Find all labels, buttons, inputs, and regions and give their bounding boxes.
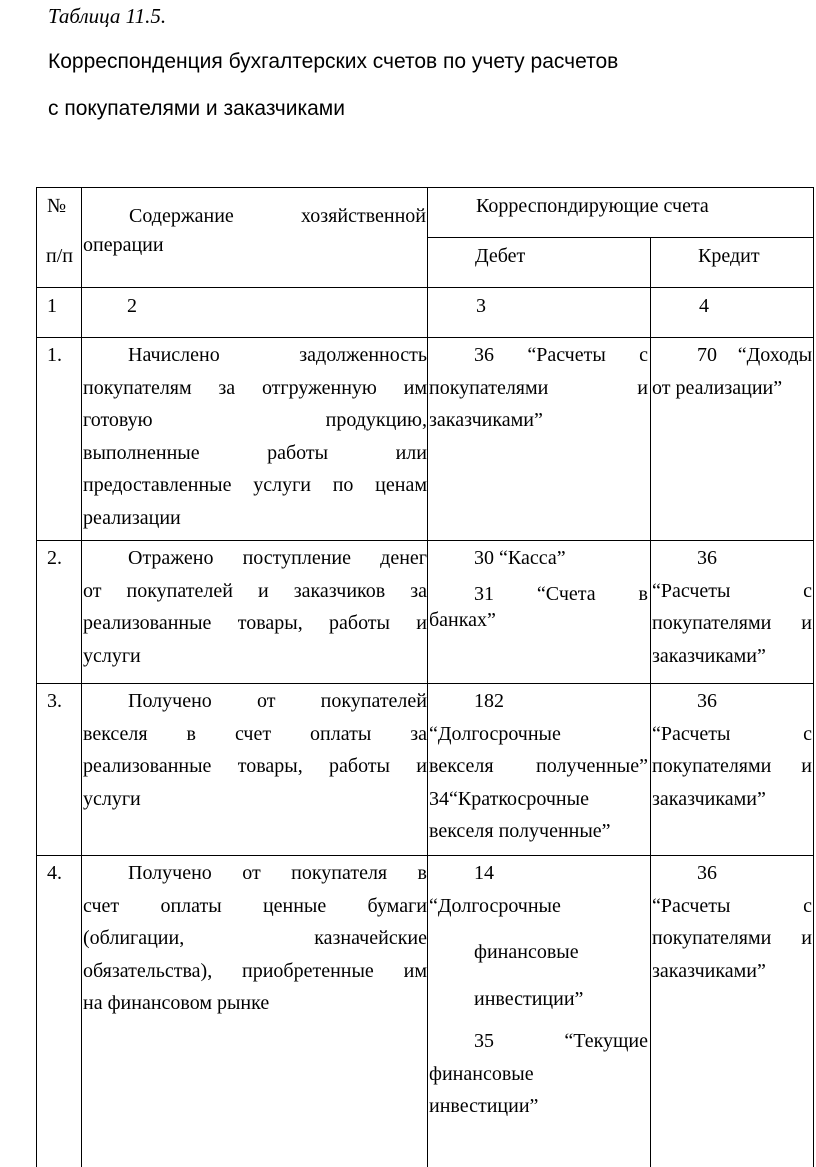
debit-account: 182 “Долгосрочные векселя полученные” 34“Краткосрочные векселя полученные” (429, 690, 648, 842)
table-heading-line-1: Корреспонденция бухгалтерских счетов по учету расчетов (48, 50, 619, 73)
operation-content: Получено от покупателей векселя в счет оплаты за реализованные товары, работы и услуги (83, 690, 427, 810)
header-number-sign: № (47, 195, 67, 217)
debit-account: 14 “Долгосрочные финансовые инвестиции” 35 “Текущие финансовые инвестиции” (429, 862, 648, 1117)
header-number-label: п/п (46, 245, 73, 267)
row-number: 3. (47, 690, 62, 712)
header-content-line-2: операции (83, 234, 164, 256)
credit-account: 36 “Расчеты с покупателями и заказчиками” (652, 862, 812, 982)
header-credit: Кредит (698, 245, 760, 267)
operation-content: Получено от покупателя в счет оплаты ценные бумаги (облигации, казначейские обязательства), приобретенные им на финансовом рынке (83, 862, 427, 1014)
row-number: 4. (47, 862, 62, 884)
column-number-4: 4 (699, 295, 709, 317)
row-number: 1. (47, 344, 62, 366)
column-number-3: 3 (476, 295, 486, 317)
credit-account: 70 “Доходы от реализации” (652, 344, 812, 399)
table-heading-line-2: с покупателями и заказчиками (48, 97, 345, 120)
table-caption: Таблица 11.5. (48, 4, 167, 28)
column-number-2: 2 (127, 295, 137, 317)
header-content-line-1: Содержание хозяйственной (129, 205, 426, 227)
operation-content: Отражено поступление денег от покупателей и заказчиков за реализованные товары, работы и услуги (83, 547, 427, 667)
credit-account: 36 “Расчеты с покупателями и заказчиками” (652, 547, 812, 667)
debit-account: 30 “Касса” 31 “Счета в банках” (429, 547, 648, 631)
header-accounts: Корреспондирующие счета (476, 195, 709, 217)
header-debit: Дебет (475, 245, 526, 267)
credit-account: 36 “Расчеты с покупателями и заказчиками” (652, 690, 812, 810)
debit-account: 36 “Расчеты с покупателями и заказчиками” (429, 344, 648, 431)
row-number: 2. (47, 547, 62, 569)
operation-content: Начислено задолженность покупателям за отгруженную им готовую продукцию, выполненные работы или предоставленные услуги по ценам реализации (83, 344, 427, 529)
column-number-1: 1 (47, 295, 57, 317)
